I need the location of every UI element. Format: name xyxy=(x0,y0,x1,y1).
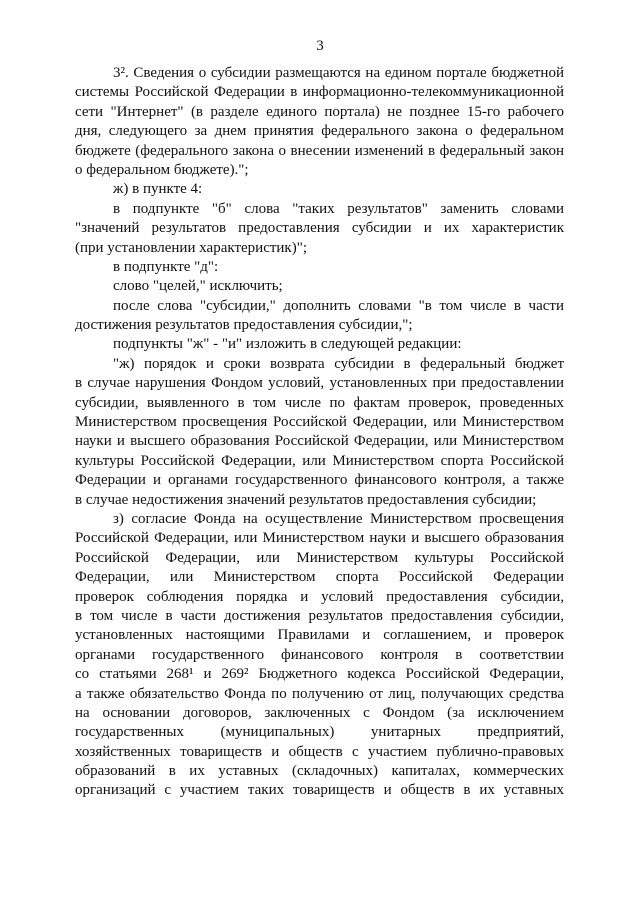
text-line: подпункты "ж" - "и" изложить в следующей редакции: xyxy=(113,336,462,353)
text-line: 3². Сведения о субсидии размещаются на едином портале бюджетной xyxy=(113,65,564,81)
text-line: а также обязательство Фонда по получению от лиц, получающих средства xyxy=(75,685,564,702)
text-line: органами государственного финансового контроля в соответствии xyxy=(75,646,564,663)
text-line: хозяйственных товариществ и обществ с участием публично-правовых xyxy=(75,743,564,760)
text-line: дня, следующего за днем принятия федерального закона о федеральном xyxy=(75,123,564,140)
text-line: Российской Федерации, или Министерством науки и высшего образования xyxy=(75,530,564,547)
text-line: "ж) порядок и сроки возврата субсидии в федеральный бюджет xyxy=(113,355,564,372)
text-line: слово "целей," исключить; xyxy=(113,278,283,295)
text-line: государственных (муниципальных) унитарных предприятий, xyxy=(75,724,564,741)
text-line: бюджете (федерального закона о внесении изменений в федеральный закон xyxy=(75,142,564,159)
text-line: организаций с участием таких товариществ и обществ в их уставных xyxy=(75,782,564,799)
text-line: в подпункте "б" слова "таких результатов" заменить словами xyxy=(113,200,564,217)
text-line: в том числе в части достижения результатов предоставления субсидии, xyxy=(75,607,564,624)
text-line: культуры Российской Федерации, или Министерством спорта Российской xyxy=(75,452,564,469)
document-body xyxy=(75,64,564,801)
text-line: со статьями 268¹ и 269² Бюджетного кодекса Российской Федерации, xyxy=(75,666,564,683)
text-line: в подпункте "д": xyxy=(113,258,219,275)
text-line: сети "Интернет" (в разделе единого портала) не позднее 15-го рабочего xyxy=(75,103,564,120)
text-line: Министерством просвещения Российской Федерации, или Министерством xyxy=(75,414,564,431)
text-line: о федеральном бюджете)."; xyxy=(75,161,249,178)
text-line: на основании договоров, заключенных с Фондом (за исключением xyxy=(75,704,564,721)
text-line: образований в их уставных (складочных) капиталах, коммерческих xyxy=(75,763,564,780)
text-line: Федерации, или Министерством спорта Российской Федерации xyxy=(75,569,564,586)
page-number: 3 xyxy=(316,38,324,54)
text-line: науки и высшего образования Российской Федерации, или Министерством xyxy=(75,433,564,450)
text-line: Российской Федерации, или Министерством культуры Российской xyxy=(75,549,564,566)
text-line: субсидии, выявленного в том числе по фактам проверок, проведенных xyxy=(75,394,564,411)
text-line: в случае недостижения значений результатов предоставления субсидии; xyxy=(75,491,537,508)
text-line: после слова "субсидии," дополнить словами "в том числе в части xyxy=(113,297,564,314)
text-line: установленных настоящими Правилами и соглашением, и проверок xyxy=(75,627,564,644)
text-line: ж) в пункте 4: xyxy=(113,181,203,198)
text-line: з) согласие Фонда на осуществление Министерством просвещения xyxy=(113,510,564,527)
text-line: (при установлении характеристик)"; xyxy=(75,239,308,256)
text-line: в случае нарушения Фондом условий, установленных при предоставлении xyxy=(75,375,564,392)
text-line: достижения результатов предоставления субсидии,"; xyxy=(75,317,413,334)
text-line: "значений результатов предоставления субсидии и их характеристик xyxy=(75,220,564,237)
text-line: проверок соблюдения порядка и условий предоставления субсидии, xyxy=(75,588,564,605)
text-line: Федерации и органами государственного финансового контроля, а также xyxy=(75,472,564,489)
text-line: системы Российской Федерации в информационно-телекоммуникационной xyxy=(75,84,564,101)
